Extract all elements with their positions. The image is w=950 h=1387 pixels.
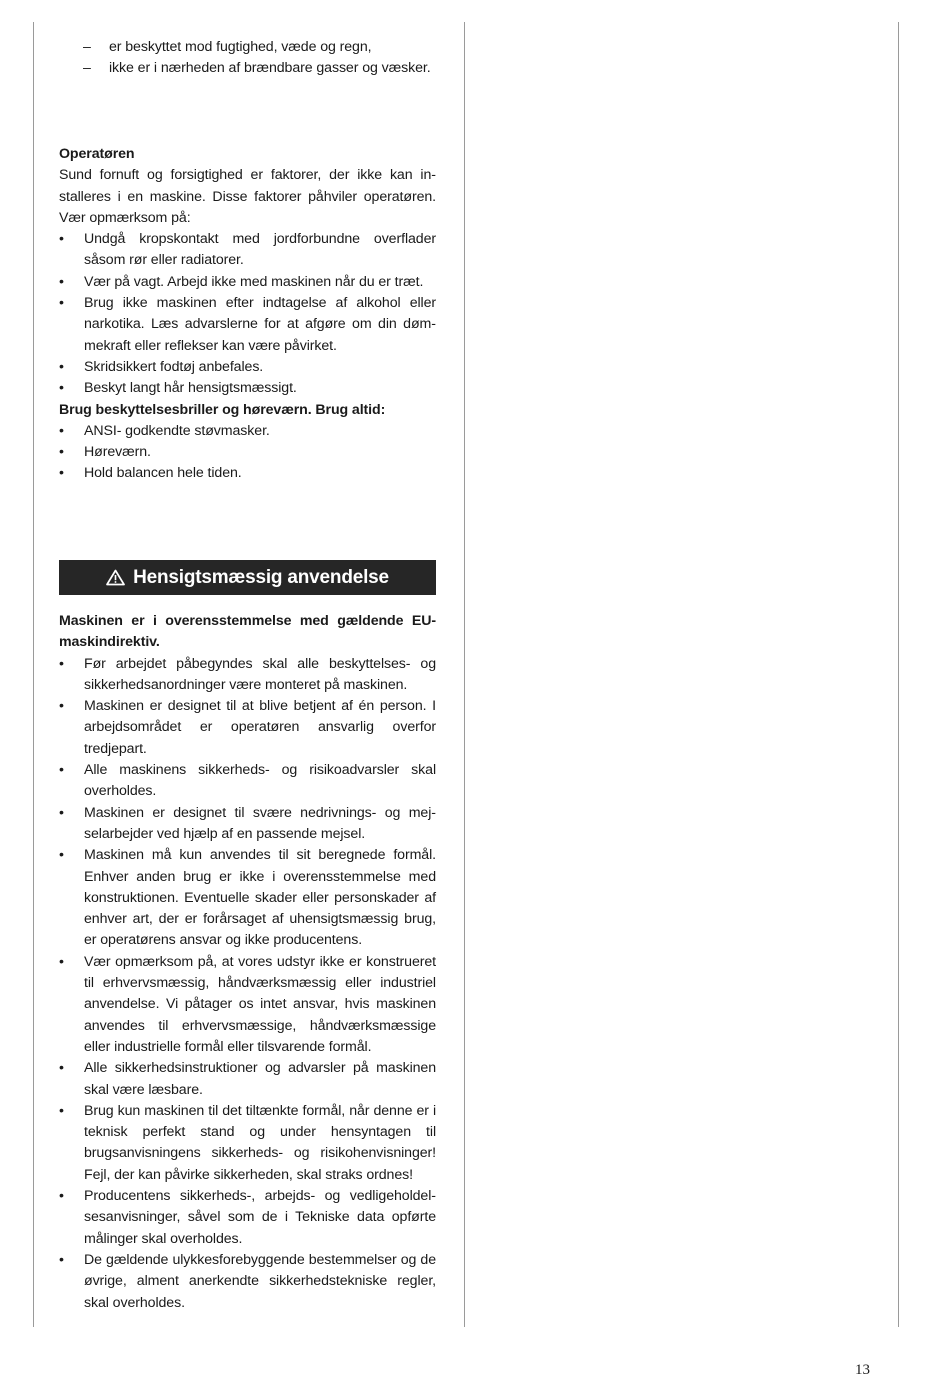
bullet-marker: •	[59, 380, 64, 397]
list-item-text: Før arbejdet påbegyndes skal alle beskyttelses- og sikkerhedsanordninger være monteret på maskinen.	[84, 655, 436, 693]
list-item-text: Vær opmærksom på, at vores udstyr ikke er konstrueret til erhvervsmæssig, håndværksmæssig eller industriel anvendelse. Vi påtager os intet ansvar, hvis maskinen anvendes til erhvervsmæssige, håndværksmæssige eller industrielle formål eller tilsvarende formål.	[84, 953, 436, 1055]
list-item-text: Brug ikke maskinen efter indtagelse af alkohol eller narkotika. Læs advarslerne for at afgøre om din dømmekraft eller reflekser kan være påvirket.	[84, 295, 436, 354]
list-item	[59, 357, 436, 378]
bullet-marker: •	[59, 1102, 64, 1119]
bullet-marker: •	[59, 444, 64, 461]
list-item	[59, 421, 436, 442]
bullet-marker: •	[59, 953, 64, 970]
list-item-text: Høreværn.	[84, 444, 151, 461]
bullet-marker: •	[59, 804, 64, 821]
list-item-text: Maskinen er designet til at blive betjent af én person. I arbejdsområdet er operatøren ansvarlig overfor tredjepart.	[84, 698, 436, 757]
list-item-text: Beskyt langt hår hensigtsmæssigt.	[84, 380, 297, 397]
intended-use-section	[59, 611, 436, 1314]
operator-section	[59, 144, 436, 485]
bullet-marker: •	[59, 422, 64, 439]
bullet-marker: •	[59, 358, 64, 375]
list-item	[59, 1186, 436, 1250]
bullet-marker: •	[59, 1060, 64, 1077]
list-item	[59, 1058, 436, 1101]
list-item	[59, 803, 436, 846]
right-column-rule	[898, 22, 899, 1327]
list-item-text: Alle sikkerhedsinstruktioner og advarsler på maskinen skal være læsbare.	[84, 1060, 436, 1098]
intended-use-list	[59, 654, 436, 1314]
operator-list	[59, 229, 436, 399]
bullet-marker: •	[59, 273, 64, 290]
list-item	[59, 845, 436, 951]
dash-marker: –	[83, 39, 91, 55]
left-column-rule	[33, 22, 34, 1327]
list-item-text: ikke er i nærheden af brændbare gasser og væsker.	[109, 60, 431, 77]
list-item-text: De gældende ulykkesforebyggende bestemmelser og de øvrige, alment anerkendte sikkerhedstekniske regler, skal overholdes.	[84, 1251, 436, 1311]
list-item-text: Producentens sikkerheds-, arbejds- og vedligeholdelsesanvisninger, såvel som de i Tekniske data opførte målinger skal overholdes.	[84, 1188, 436, 1247]
list-item-text: Undgå kropskontakt med jordforbundne overflader såsom rør eller radiatorer.	[84, 231, 436, 269]
list-item	[59, 654, 436, 697]
list-item-text: Skridsikkert fodtøj anbefales.	[84, 358, 264, 375]
list-item	[59, 1250, 436, 1314]
list-item	[59, 1101, 436, 1186]
list-item	[59, 952, 436, 1058]
list-item	[59, 760, 436, 803]
list-item-text: er beskyttet mod fugtighed, væde og regn,	[109, 39, 372, 55]
protection-heading: Brug beskyttelsesbriller og høreværn. Brug altid:	[59, 401, 386, 418]
bullet-marker: •	[59, 231, 64, 248]
list-item-text: Brug kun maskinen til det tiltænkte formål, når denne er i teknisk perfekt stand og under hensyntagen til brugsanvisningens sikkerheds- og risikohenvisninger! Fejl, der kan påvirke sikkerheden, skal straks ordnes!	[84, 1102, 436, 1183]
page-number: 13	[855, 1362, 870, 1378]
bullet-marker: •	[59, 762, 64, 779]
continued-conditions	[59, 37, 436, 80]
intended-use-lead: Maskinen er i overensstemmelse med gældende EU-maskindirektiv.	[59, 613, 436, 651]
list-item	[59, 293, 436, 357]
list-item	[59, 37, 436, 58]
bullet-marker: •	[59, 1251, 64, 1268]
dash-marker: –	[83, 60, 91, 77]
operator-heading: Operatøren	[59, 146, 135, 162]
bullet-marker: •	[59, 847, 64, 864]
list-item-text: Maskinen må kun anvendes til sit beregnede formål. Enhver anden brug er ikke i overensstemmelse med konstruktionen. Eventuelle skader eller personskader af enhver art, der er forårsaget af uhensigtsmæssig brug, er operatørens ansvar og ikke producentens.	[84, 847, 436, 949]
bullet-marker: •	[59, 295, 64, 312]
list-item-text: Vær på vagt. Arbejd ikke med maskinen når du er træt.	[84, 273, 424, 290]
warning-triangle-icon	[106, 569, 125, 586]
section-title: Hensigtsmæssig anvendelse	[133, 566, 389, 588]
list-item	[59, 272, 436, 293]
section-heading-bar	[59, 560, 436, 595]
operator-intro: Sund fornuft og forsigtighed er faktorer, der ikke kan installeres i en maskine. Disse faktorer påhviler operatøren. Vær opmærksom på:	[59, 167, 436, 226]
center-column-rule	[464, 22, 465, 1327]
list-item	[59, 58, 436, 79]
condition-list	[59, 37, 436, 80]
bullet-marker: •	[59, 655, 64, 672]
bullet-marker: •	[59, 1188, 64, 1205]
list-item	[59, 696, 436, 760]
list-item-text: Hold balancen hele tiden.	[84, 465, 242, 482]
list-item	[59, 463, 436, 484]
list-item	[59, 229, 436, 272]
list-item-text: Alle maskinens sikkerheds- og risikoadvarsler skal overholdes.	[84, 762, 436, 800]
list-item	[59, 442, 436, 463]
list-item-text: ANSI- godkendte støvmasker.	[84, 422, 270, 439]
bullet-marker: •	[59, 465, 64, 482]
list-item	[59, 378, 436, 399]
list-item-text: Maskinen er designet til svære nedrivnings- og mejselarbejder ved hjælp af en passende mejsel.	[84, 804, 436, 842]
protection-list	[59, 421, 436, 485]
bullet-marker: •	[59, 698, 64, 715]
